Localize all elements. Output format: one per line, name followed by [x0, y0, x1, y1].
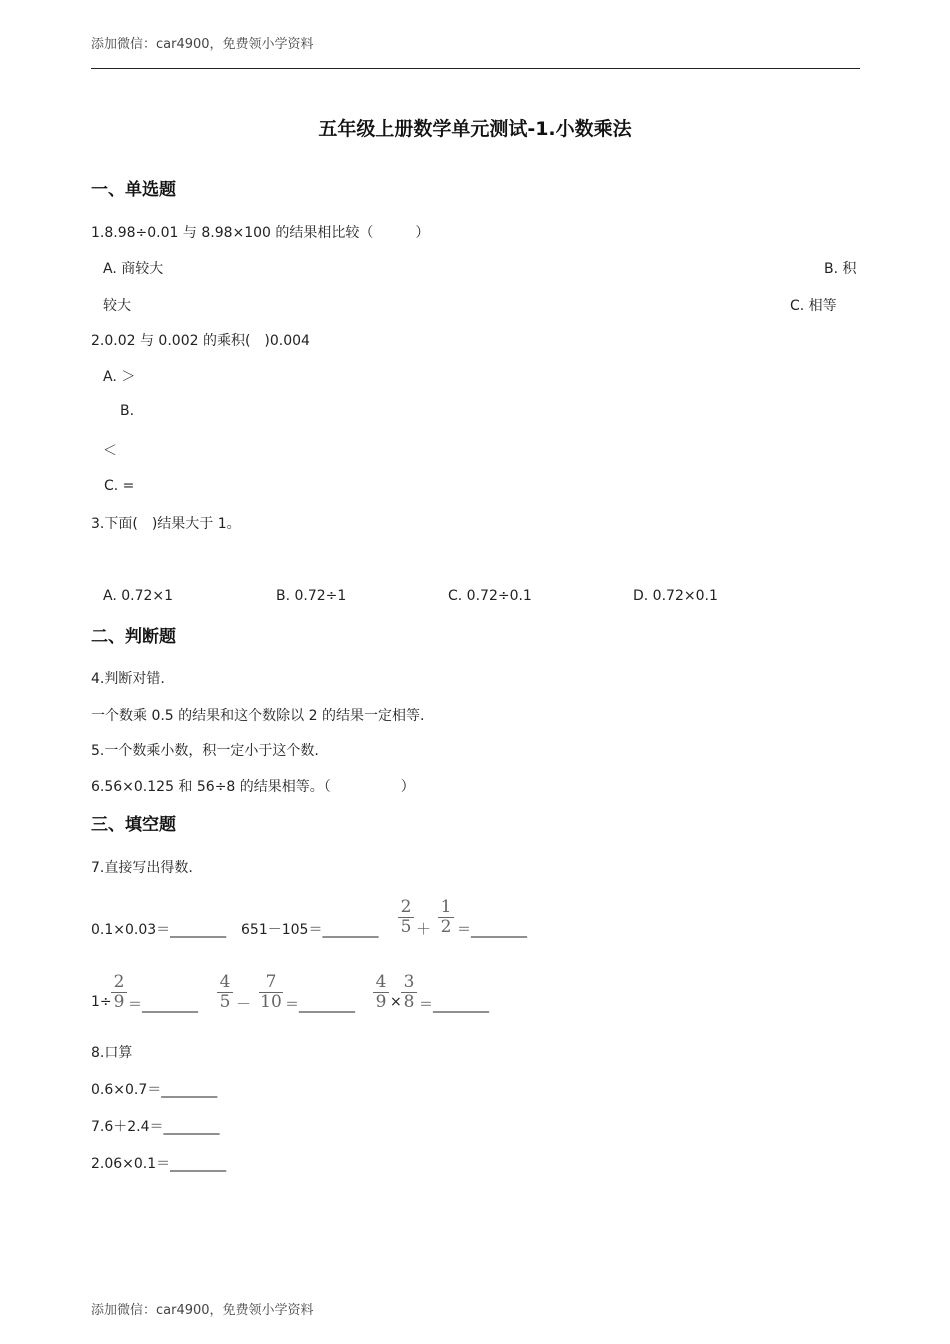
question-3-option-a: A. 0.72×1 — [103, 588, 174, 604]
question-2-stem: 2.0.02 与 0.002 的乘积( )0.004 — [91, 333, 310, 349]
fraction-2-5: 2 5 — [397, 898, 415, 937]
question-4-stem: 4.判断对错. — [91, 671, 165, 687]
question-3-option-b: B. 0.72÷1 — [276, 588, 347, 604]
question-8-line-2: 7.6＋2.4＝________ — [91, 1119, 220, 1135]
minus-operator: － — [236, 995, 252, 1013]
page-title: 五年级上册数学单元测试-1.小数乘法 — [318, 118, 632, 140]
question-8-line-1: 0.6×0.7＝________ — [91, 1082, 218, 1098]
times-operator: × — [390, 994, 402, 1010]
section-heading-fill-in: 三、填空题 — [91, 815, 176, 835]
question-3-option-c: C. 0.72÷0.1 — [448, 588, 532, 604]
fraction-2-9: 2 9 — [110, 973, 128, 1012]
question-2-option-b: B. — [120, 403, 135, 419]
question-7-answer-blank-4: ＝________ — [128, 997, 198, 1013]
question-1-option-b-continued: 较大 — [103, 298, 131, 314]
section-heading-true-false: 二、判断题 — [91, 627, 176, 647]
question-2-option-a: A. ＞ — [103, 369, 136, 385]
question-1-stem: 1.8.98÷0.01 与 8.98×100 的结果相比较（ ） — [91, 225, 430, 241]
question-7-answer-blank-3: ＝________ — [457, 922, 527, 938]
question-4-statement: 一个数乘 0.5 的结果和这个数除以 2 的结果一定相等. — [91, 708, 425, 724]
question-1-option-c: C. 相等 — [790, 298, 837, 314]
question-7-stem: 7.直接写出得数. — [91, 860, 193, 876]
fraction-1-2: 1 2 — [437, 898, 455, 937]
fraction-3-8: 3 8 — [400, 973, 418, 1012]
section-heading-single-choice: 一、单选题 — [91, 180, 176, 200]
question-7-answer-blank-6: ＝________ — [419, 997, 489, 1013]
question-1-option-b: B. 积 — [824, 261, 857, 277]
question-2-option-b-symbol: ＜ — [103, 443, 117, 459]
fraction-4-5: 4 5 — [216, 973, 234, 1012]
question-8-line-3: 2.06×0.1＝________ — [91, 1156, 227, 1172]
question-6-stem: 6.56×0.125 和 56÷8 的结果相等。（ ） — [91, 779, 415, 795]
header-rule — [91, 68, 860, 69]
question-3-stem: 3.下面( )结果大于 1。 — [91, 516, 241, 532]
question-8-stem: 8.口算 — [91, 1045, 133, 1061]
page-footer: 添加微信：car4900，免费领小学资料 — [91, 1303, 314, 1318]
fraction-7-10: 7 10 — [260, 972, 282, 1012]
plus-operator: ＋ — [416, 920, 432, 938]
question-7-expression-2: 651－105＝________ — [241, 922, 379, 938]
question-7-answer-blank-5: ＝________ — [285, 997, 355, 1013]
question-7-divide-prefix: 1÷ — [91, 994, 112, 1010]
question-3-option-d: D. 0.72×0.1 — [633, 588, 718, 604]
question-1-option-a: A. 商较大 — [103, 261, 164, 277]
question-7-expression-1: 0.1×0.03＝________ — [91, 922, 227, 938]
question-2-option-c: C. = — [104, 478, 135, 494]
page-header: 添加微信：car4900，免费领小学资料 — [91, 37, 314, 52]
question-5-stem: 5.一个数乘小数，积一定小于这个数. — [91, 743, 319, 759]
fraction-4-9: 4 9 — [372, 973, 390, 1012]
